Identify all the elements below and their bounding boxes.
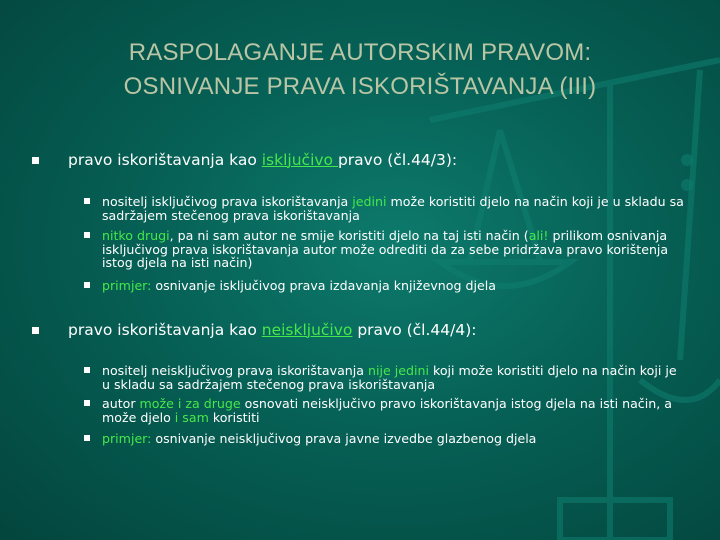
- bullet-square-icon: [32, 327, 39, 334]
- item-text: nositelj isključivog prava iskorištavanja: [102, 194, 353, 209]
- item-highlight: nitko drugi: [102, 228, 170, 243]
- item-highlight: primjer:: [102, 278, 152, 293]
- slide-title: [40, 36, 680, 104]
- list-item: [84, 279, 684, 293]
- heading-suffix: pravo (čl.44/3):: [337, 151, 458, 169]
- bullet-square-icon: [32, 157, 39, 164]
- item-text: može koristiti djelo na način koji je u skladu sa sadržajem stečenog prava iskorištavanja: [102, 194, 684, 223]
- item-text: koristiti: [208, 409, 260, 425]
- item-highlight: jedini: [352, 194, 387, 209]
- item-highlight: nije jedini: [368, 363, 429, 378]
- list-item: [84, 364, 684, 391]
- title-line-1: RASPOLAGANJE AUTORSKIM PRAVOM:: [128, 39, 592, 66]
- item-highlight: ali!: [528, 228, 549, 243]
- title-line-2: OSNIVANJE PRAVA ISKORIŠTAVANJA (III): [123, 73, 597, 100]
- item-highlight: i sam: [174, 409, 209, 425]
- item-text: autor: [102, 396, 140, 411]
- heading-prefix: pravo iskorištavanja kao: [68, 321, 262, 339]
- bullet-square-icon: [84, 367, 90, 373]
- item-text: nositelj neisključivog prava iskorištavanja: [102, 363, 369, 378]
- bullet-square-icon: [84, 232, 90, 238]
- heading-suffix: pravo (čl.44/4):: [352, 321, 477, 339]
- item-text: osnivanje neisključivog prava javne izvedbe glazbenog djela: [151, 431, 537, 446]
- heading-keyword: neisključivo: [261, 321, 353, 339]
- item-highlight: primjer:: [102, 431, 152, 446]
- item-highlight: može i za druge: [139, 396, 241, 411]
- list-item: [84, 229, 684, 270]
- list-item: [84, 397, 684, 424]
- item-text: , pa ni sam autor ne smije koristiti djelo na taj isti način (: [169, 228, 529, 243]
- heading-prefix: pravo iskorištavanja kao: [68, 151, 262, 169]
- item-text: prilikom osnivanja isključivog prava iskorištavanja autor može odrediti da za sebe pridržava pravo korištenja istog djela na isti način): [102, 228, 669, 270]
- bullet-square-icon: [84, 400, 90, 406]
- heading-keyword: isključivo: [261, 151, 338, 169]
- item-text: koji može koristiti djelo na način koji je u skladu sa sadržajem stečenog prava iskorištavanja: [102, 363, 677, 392]
- list-item: [84, 195, 684, 222]
- item-text: osnovati neisključivo pravo iskorištavanja istog djela na isti način, a može djelo: [102, 396, 672, 425]
- bullet-square-icon: [84, 198, 90, 204]
- bullet-square-icon: [84, 435, 90, 441]
- list-item: [84, 432, 684, 446]
- item-text: osnivanje isključivog prava izdavanja književnog djela: [151, 278, 496, 293]
- bullet-square-icon: [84, 282, 90, 288]
